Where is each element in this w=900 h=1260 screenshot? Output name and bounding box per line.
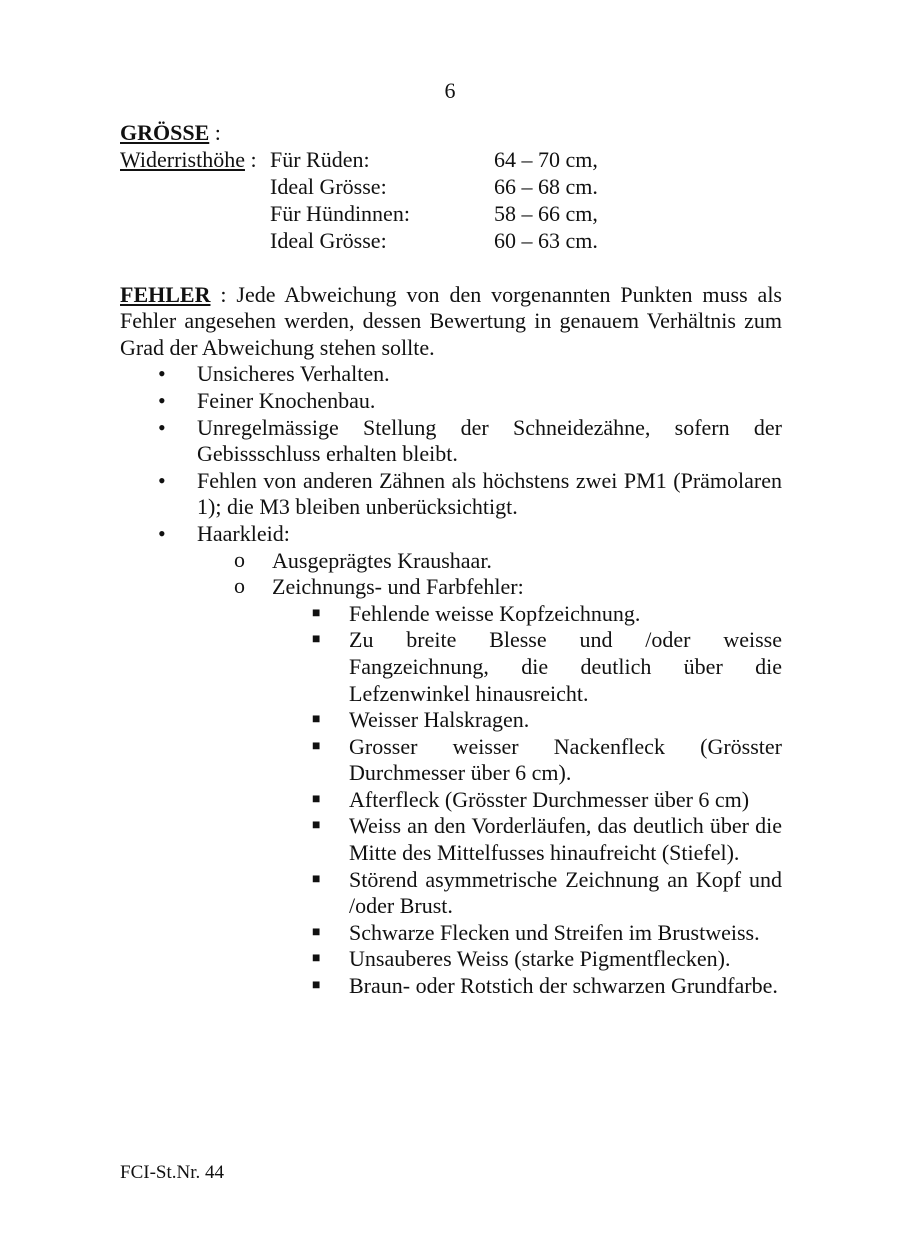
page-number: 6 (444, 78, 456, 103)
size-heading: GRÖSSE (120, 120, 210, 145)
size-row (120, 147, 782, 174)
coat-list (197, 548, 782, 1000)
square-bullet-icon: ■ (312, 632, 321, 648)
size-row-label: Ideal Grösse: (270, 227, 387, 253)
list-item: ■ Zu breite Blesse und /oder weisse Fangzeichnung, die deutlich über die Lefzenwinkel hinausreicht. (312, 627, 782, 706)
square-bullet-icon: ■ (312, 951, 321, 967)
list-item: ■ Weiss an den Vorderläufen, das deutlich über die Mitte des Mittelfusses hinaufreicht (Stiefel). (312, 813, 782, 866)
list-item: ■ Schwarze Flecken und Streifen im Brustweiss. (312, 919, 760, 945)
list-item: • Haarkleid: o Ausgeprägtes Kraushaar. o Zeichnungs- und Farbfehler: ■ Fehlende weisse Kopfzeichnung. ■ Zu breite Blesse und /oder weisse Fangzeichnung, die deutlich über die Lefzenwinkel hinausreicht. ■ Weisser Halskragen. ■ Grosser weisser Nackenfleck (Grösster Durchmesser über 6 cm). ■ Afterfleck (Grösster Durchmesser über 6 cm) ■ Weiss an den Vorderläufen, das deutlich über die Mitte des Mittelfusses hinaufreicht (Stiefel). ■ Störend asymmetrische Zeichnung an Kopf und /oder Brust. ■ Schwarze Flecken und Streifen im Brustweiss. ■ Unsauberes Weiss (starke Pigmentflecken). ■ Braun- oder Rotstich der schwarzen Grundfarbe. (120, 521, 782, 1000)
size-row-value: 58 – 66 cm, (494, 200, 598, 226)
list-item: o Ausgeprägtes Kraushaar. (234, 546, 492, 573)
list-item: • Unsicheres Verhalten. (158, 361, 390, 387)
bullet-icon: • (158, 467, 166, 493)
list-item: • Feiner Knochenbau. (158, 387, 376, 413)
square-bullet-icon: ■ (312, 712, 321, 728)
square-bullet-icon: ■ (312, 924, 321, 940)
circle-bullet-icon: o (234, 573, 245, 599)
list-item: • Fehlen von anderen Zähnen als höchstens zwei PM1 (Prämolaren 1); die M3 bleiben unberücksichtigt. (158, 467, 782, 520)
square-bullet-icon: ■ (312, 738, 321, 754)
list-item: ■ Weisser Halskragen. (312, 707, 530, 733)
list-item: o Zeichnungs- und Farbfehler: ■ Fehlende weisse Kopfzeichnung. ■ Zu breite Blesse und /oder weisse Fangzeichnung, die deutlich über die Lefzenwinkel hinausreicht. ■ Weisser Halskragen. ■ Grosser weisser Nackenfleck (Grösster Durchmesser über 6 cm). ■ Afterfleck (Grösster Durchmesser über 6 cm) ■ Weiss an den Vorderläufen, das deutlich über die Mitte des Mittelfusses hinaufreicht (Stiefel). ■ Störend asymmetrische Zeichnung an Kopf und /oder Brust. ■ Schwarze Flecken und Streifen im Brustweiss. ■ Unsauberes Weiss (starke Pigmentflecken). ■ Braun- oder Rotstich der schwarzen Grundfarbe. (120, 574, 782, 1000)
square-bullet-icon: ■ (312, 871, 321, 887)
list-item: ■ Störend asymmetrische Zeichnung an Kopf und /oder Brust. (312, 866, 782, 919)
list-item: ■ Braun- oder Rotstich der schwarzen Grundfarbe. (312, 973, 778, 999)
size-row-label: Ideal Grösse: (270, 173, 387, 199)
size-row-label: Für Rüden: (270, 146, 370, 172)
circle-bullet-icon: o (234, 546, 245, 572)
size-row-value: 64 – 70 cm, (494, 146, 598, 172)
size-heading-suffix: : (209, 120, 221, 145)
square-bullet-icon: ■ (312, 978, 321, 994)
size-row (120, 201, 782, 228)
bullet-icon: • (158, 361, 166, 387)
size-row-value: 60 – 63 cm. (494, 227, 598, 253)
withers-height-label: Widerristhöhe : (120, 146, 257, 172)
square-bullet-icon: ■ (312, 818, 321, 834)
document-footer: FCI-St.Nr. 44 (120, 1162, 224, 1183)
size-heading-line (120, 120, 782, 147)
list-item: • Unregelmässige Stellung der Schneidezähne, sofern der Gebissschluss erhalten bleibt. (158, 414, 782, 467)
faults-list (120, 361, 782, 999)
size-row (120, 228, 782, 255)
faults-intro-text: : Jede Abweichung von den vorgenannten Punkten muss als Fehler angesehen werden, dessen Bewertung in genauem Verhältnis zum Grad der Abweichung stehen sollte. (120, 281, 782, 360)
page-content (120, 120, 782, 1000)
bullet-icon: • (158, 387, 166, 413)
square-bullet-icon: ■ (312, 791, 321, 807)
size-table (120, 147, 782, 255)
list-item: ■ Afterfleck (Grösster Durchmesser über 6 cm) (312, 786, 750, 812)
faults-intro (120, 282, 782, 362)
list-item: ■ Grosser weisser Nackenfleck (Grösster Durchmesser über 6 cm). (312, 733, 782, 786)
list-item: ■ Unsauberes Weiss (starke Pigmentflecken). (312, 946, 731, 972)
list-item: ■ Fehlende weisse Kopfzeichnung. (312, 600, 641, 626)
faults-heading: FEHLER (120, 281, 211, 307)
square-bullet-icon: ■ (312, 605, 321, 621)
size-row (120, 174, 782, 201)
size-row-label: Für Hündinnen: (270, 200, 410, 226)
marking-faults-list (195, 601, 782, 1000)
bullet-icon: • (158, 520, 166, 546)
bullet-icon: • (158, 414, 166, 440)
size-row-value: 66 – 68 cm. (494, 173, 598, 199)
